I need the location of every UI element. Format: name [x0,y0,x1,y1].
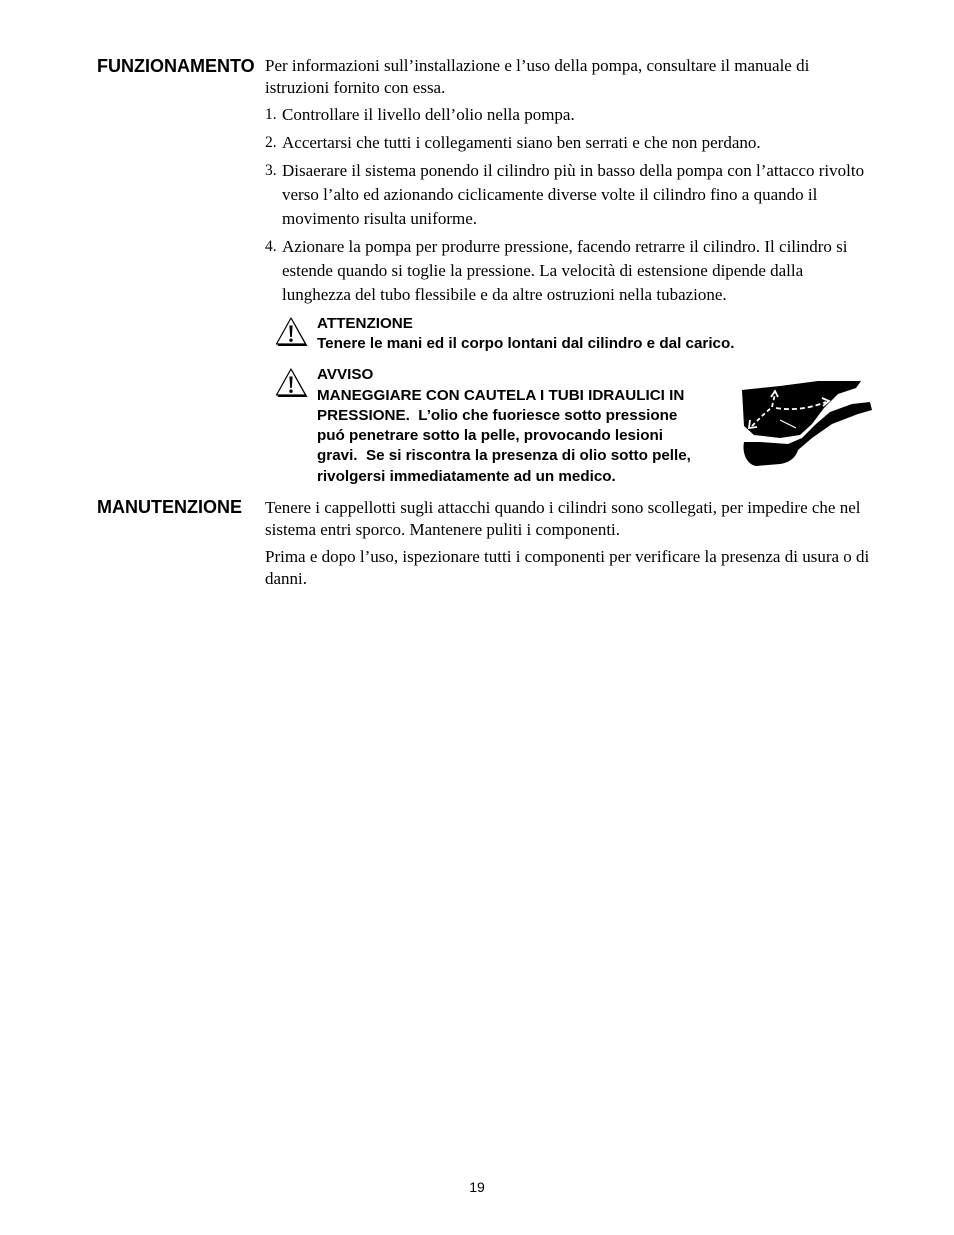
warning-title: AVVISO [317,366,374,383]
section-heading-manutenzione: MANUTENZIONE [97,497,242,517]
step-text-line: lunghezza del tubo flessibile e da altre ostruzioni nella tubazione. [282,285,727,304]
page-number: 19 [469,1179,485,1195]
step-text-line: Controllare il livello dell’olio nella pompa. [282,105,575,124]
intro-line: istruzioni fornito con essa. [265,78,446,97]
paragraph-line: Prima e dopo l’uso, ispezionare tutti i componenti per verificare la presenza di usura o di [265,547,870,566]
warning-text-line: puó penetrare sotto la pelle, provocando lesioni [317,427,663,444]
step-text-line: estende quando si toglie la pressione. La velocità di estensione dipende dalla [282,261,804,280]
step-number: 1. [265,106,277,123]
step-text-line: Disaerare il sistema ponendo il cilindro più in basso della pompa con l’attacco rivolto [282,161,865,180]
section-heading-funzionamento: FUNZIONAMENTO [97,56,255,76]
step-text-line: verso l’alto ed azionando ciclicamente diverse volte il cilindro fino a quando il [282,185,818,204]
warning-text-line: gravi. Se si riscontra la presenza di olio sotto pelle, [317,447,691,464]
warning-text-line: PRESSIONE. L’olio che fuoriesce sotto pressione [317,407,678,424]
step-number: 2. [265,134,277,151]
warning-text-line: rivolgersi immediatamente ad un medico. [317,468,616,485]
step-text-line: movimento risulta uniforme. [282,209,477,228]
paragraph-line: Tenere i cappellotti sugli attacchi quando i cilindri sono scollegati, per impedire che nel [265,498,861,517]
caution-title: ATTENZIONE [317,315,413,332]
warning-text-line: MANEGGIARE CON CAUTELA I TUBI IDRAULICI IN [317,387,685,404]
paragraph-line: danni. [265,569,308,588]
step-number: 4. [265,238,277,255]
step-number: 3. [265,162,277,179]
step-text-line: Accertarsi che tutti i collegamenti siano ben serrati e che non perdano. [282,133,761,152]
warning-triangle-icon [275,368,308,398]
intro-line: Per informazioni sull’installazione e l’uso della pompa, consultare il manuale di [265,56,810,75]
step-text-line: Azionare la pompa per produrre pressione, facendo retrarre il cilindro. Il cilindro si [282,237,848,256]
warning-triangle-icon [275,317,308,347]
paragraph-line: sistema entri sporco. Mantenere puliti i componenti. [265,520,621,539]
caution-text-line: Tenere le mani ed il corpo lontani dal cilindro e dal carico. [317,335,735,352]
hand-oil-injection-icon [740,380,872,466]
